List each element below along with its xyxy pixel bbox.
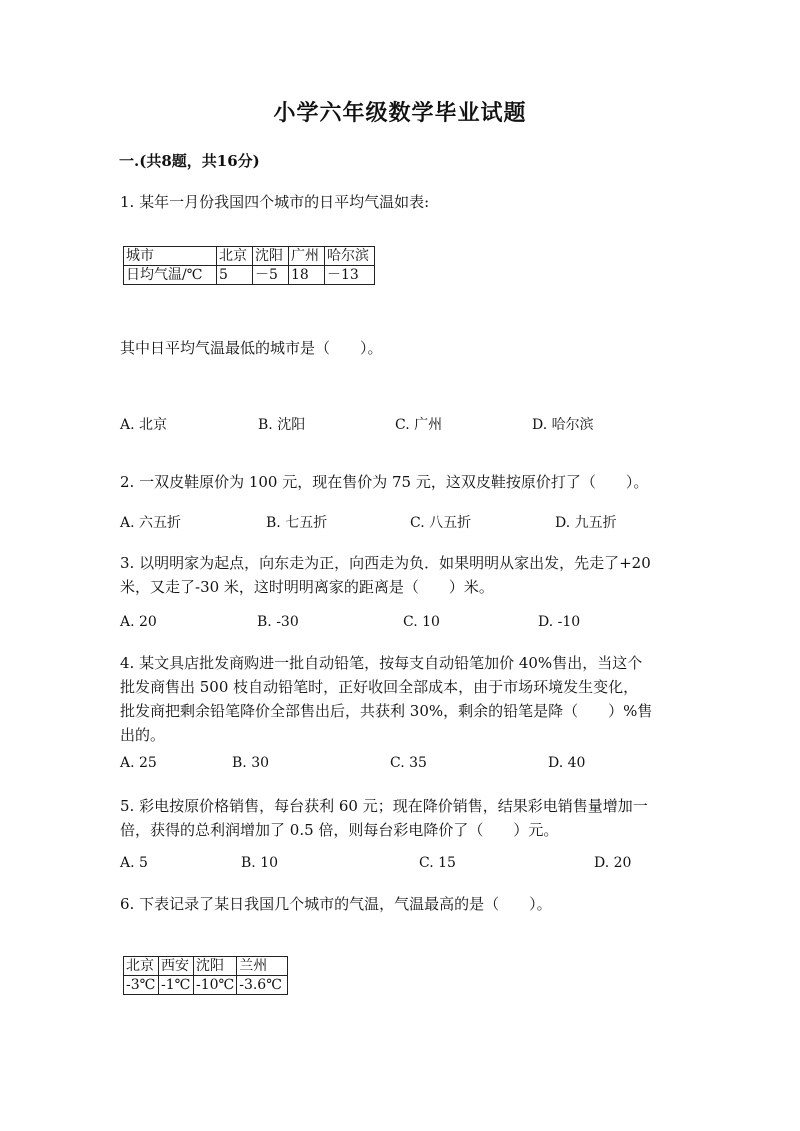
q3-option-b[interactable]: B. -30	[257, 614, 299, 630]
question-5-line-2: 倍，获得的总利润增加了 0.5 倍，则每台彩电降价了（ ）元。	[120, 821, 559, 839]
q5-option-d[interactable]: D. 20	[594, 855, 632, 871]
q5-option-b[interactable]: B. 10	[241, 855, 279, 871]
table-cell: -3℃	[124, 976, 159, 995]
q4-option-d[interactable]: D. 40	[548, 755, 586, 771]
question-4-line-3: 批发商把剩余铅笔降价全部售出后，共获利 30%，剩余的铅笔是降（ ）%售	[120, 702, 653, 720]
table-cell: -10℃	[194, 976, 237, 995]
table-cell: 日均气温/℃	[124, 266, 217, 285]
q1-option-c[interactable]: C. 广州	[395, 417, 443, 433]
table-cell: 北京	[217, 247, 253, 266]
question-4-line-4: 出的。	[120, 726, 166, 744]
question-6-text: 6. 下表记录了某日我国几个城市的气温，气温最高的是（ ）。	[120, 895, 552, 913]
q1-temperature-table	[123, 246, 375, 285]
question-3-line-1: 3. 以明明家为起点，向东走为正，向西走为负．如果明明从家出发，先走了+20	[120, 554, 651, 572]
table-cell: -1℃	[159, 976, 194, 995]
table-row	[124, 247, 375, 266]
section-heading: 一.(共8题，共16分)	[119, 152, 260, 170]
table-cell: 沈阳	[194, 957, 237, 976]
table-row	[124, 266, 375, 285]
q1-option-a[interactable]: A. 北京	[120, 417, 168, 433]
table-cell: 兰州	[237, 957, 288, 976]
q5-option-a[interactable]: A. 5	[120, 855, 148, 871]
question-2-text: 2. 一双皮鞋原价为 100 元，现在售价为 75 元，这双皮鞋按原价打了（ ）。	[120, 473, 649, 491]
q2-option-a[interactable]: A. 六五折	[120, 515, 182, 531]
table-cell: 5	[217, 266, 253, 285]
question-4-line-1: 4. 某文具店批发商购进一批自动铅笔，按每支自动铅笔加价 40%售出，当这个	[120, 654, 643, 672]
q3-option-c[interactable]: C. 10	[403, 614, 440, 630]
question-4-line-2: 批发商售出 500 枝自动铅笔时，正好收回全部成本，由于市场环境发生变化，	[120, 678, 639, 696]
question-3-line-2: 米，又走了-30 米，这时明明离家的距离是（ ）米。	[120, 578, 494, 596]
table-cell: -3.6℃	[237, 976, 288, 995]
q2-option-d[interactable]: D. 九五折	[555, 515, 617, 531]
q4-option-a[interactable]: A. 25	[120, 755, 157, 771]
q5-option-c[interactable]: C. 15	[419, 855, 456, 871]
table-cell: 18	[289, 266, 325, 285]
q3-option-d[interactable]: D. -10	[538, 614, 581, 630]
table-cell: 城市	[124, 247, 217, 266]
q3-option-a[interactable]: A. 20	[120, 614, 157, 630]
table-cell: 西安	[159, 957, 194, 976]
q6-temperature-table	[123, 956, 288, 995]
q4-option-c[interactable]: C. 35	[390, 755, 427, 771]
table-cell: －5	[253, 266, 289, 285]
q1-option-b[interactable]: B. 沈阳	[258, 417, 306, 433]
table-cell: 广州	[289, 247, 325, 266]
table-row	[124, 957, 288, 976]
table-cell: 沈阳	[253, 247, 289, 266]
q1-option-d[interactable]: D. 哈尔滨	[532, 417, 594, 433]
q2-option-b[interactable]: B. 七五折	[266, 515, 328, 531]
q4-option-b[interactable]: B. 30	[232, 755, 270, 771]
question-1-followup: 其中日平均气温最低的城市是（ ）。	[120, 339, 383, 357]
table-cell: 北京	[124, 957, 159, 976]
page-title: 小学六年级数学毕业试题	[273, 100, 527, 126]
question-1-text: 1. 某年一月份我国四个城市的日平均气温如表:	[120, 193, 430, 211]
table-row	[124, 976, 288, 995]
table-cell: －13	[325, 266, 375, 285]
question-5-line-1: 5. 彩电按原价格销售，每台获利 60 元；现在降价销售，结果彩电销售量增加一	[120, 797, 648, 815]
table-cell: 哈尔滨	[325, 247, 375, 266]
q2-option-c[interactable]: C. 八五折	[410, 515, 472, 531]
